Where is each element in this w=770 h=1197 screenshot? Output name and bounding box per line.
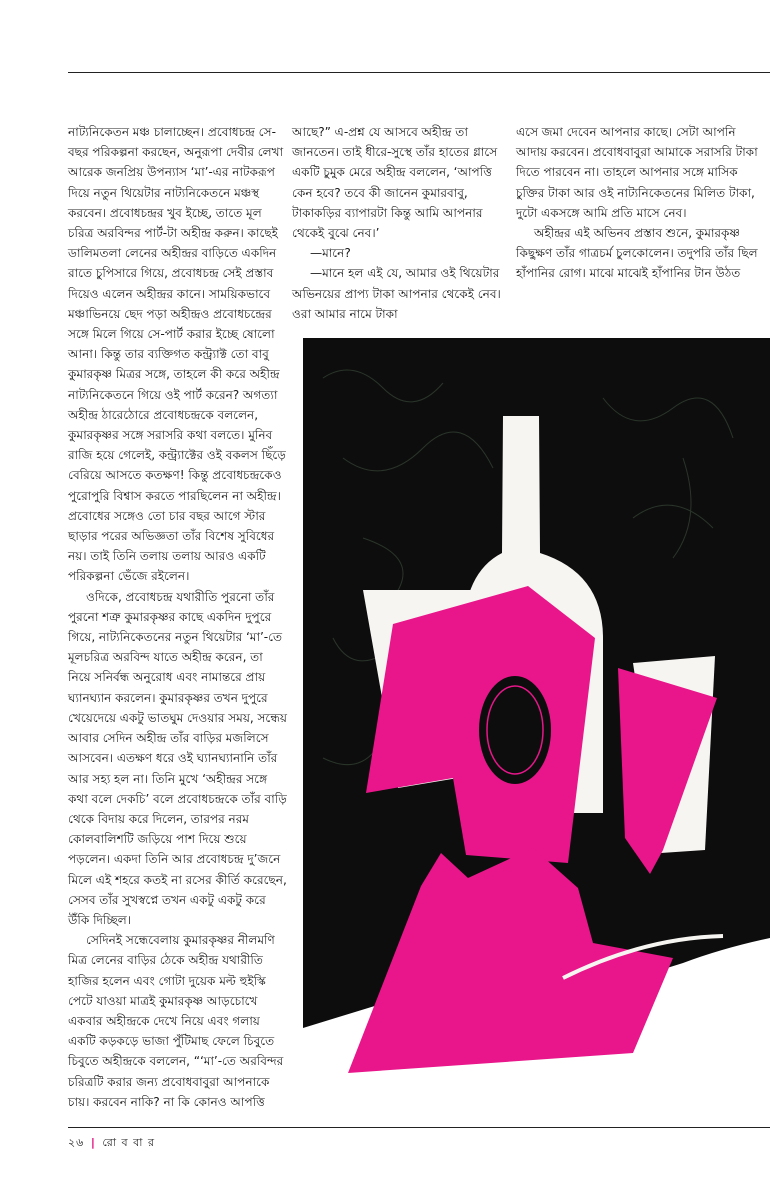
illustration-black-oval [479,676,551,784]
paragraph: এসে জমা দেবেন আপনার কাছে। সেটা আপনি আদায় করবেন। প্রবোধবাবুরা আমাকে সরাসরি টাকা দিতে পারবেন না। তাহলে আপনার সঙ্গে মাসিক চুক্তির টাকা আর ওই নাট্যনিকেতনের মিলিত টাকা, দুটো একসঙ্গে আমি প্রতি মাসে নেব। [516,125,758,220]
paragraph: —মানে? [310,246,351,261]
text-column-3 [516,122,761,284]
page-number: ২৬ [68,1136,85,1149]
page-footer [68,1134,155,1153]
paragraph: —মানে হল এই যে, আমার ওই থিয়েটার অভিনয়ের প্রাপ্য টাকা আপনার থেকেই নেব। ওরা আমার নামে টাকা [292,266,501,321]
section-name: রো ব বা র [102,1136,156,1149]
paragraph: অহীন্দ্রর এই অভিনব প্রস্তাব শুনে, কুমারকৃষ্ণ কিছুক্ষণ তাঁর গাত্রচর্ম চুলকোলেন। তদুপরি তাঁর ছিল হাঁপানির রোগ। মাঝে মাঝেই হাঁপানির টান উঠত [516,226,758,281]
top-rule [68,72,770,73]
paragraph: আছে?” এ-প্রশ্ন যে আসবে অহীন্দ্র তা জানতেন। তাই ধীরে-সুস্থে তাঁর হাতের গ্লাসে একটি চুমুক মেরে অহীন্দ্র বললেন, ‘আপত্তি কেন হবে? তবে কী জানেন কুমারবাবু, টাকাকড়ির ব্যাপারটা কিন্তু আমি আপনার থেকেই বুঝে নেব।’ [292,125,498,241]
text-column-2 [292,122,502,324]
paragraph: ওদিকে, প্রবোধচন্দ্র যথারীতি পুরনো তাঁর পুরনো শত্রু কুমারকৃষ্ণর কাছে একদিন দুপুরে গিয়ে, নাট্যনিকেতনের নতুন থিয়েটার ‘মা’-তে মূলচরিত্র অরবিন্দ যাতে অহীন্দ্র করেন, তা নিয়ে সনির্বন্ধ অনুরোধ এবং নামান্তরে প্রায় ঘ্যানঘ্যান করলেন। কুমারকৃষ্ণর তখন দুপুরে খেয়েদেয়ে একটু ভাতঘুম দেওয়ার সময়, সন্ধেয় আবার সেদিন অহীন্দ্র তাঁর বাড়ির মজলিসে আসবেন। এতক্ষণ ধরে ওই ঘ্যানঘ্যানানি তাঁর আর সহ্য হল না। তিনি মুখে ‘অহীন্দ্রর সঙ্গে কথা বলে দেকচি’ বলে প্রবোধচন্দ্রকে তাঁর বাড়ি থেকে বিদায় করে দিলেন, তারপর নরম কোলবালিশটি জড়িয়ে পাশ দিয়ে শুয়ে পড়লেন। একদা তিনি আর প্রবোধচন্দ্র দু’জনে মিলে এই শহরে কতই না রসের কীর্তি করেছেন, সেসব তাঁর সুখস্বপ্নে তখন একটু একটু করে উঁকি দিচ্ছিল। [68,589,287,927]
text-column-1 [68,122,288,1112]
bottom-rule [68,1127,770,1128]
illustration-bottle-and-glasses [303,338,770,1098]
footer-separator: | [90,1136,96,1149]
paragraph: নাট্যনিকেতন মঞ্চ চালাচ্ছেন। প্রবোধচন্দ্র সে-বছর পরিকল্পনা করছেন, অনুরূপা দেবীর লেখা আরেক জনপ্রিয় উপন্যাস ‘মা’-এর নাটকরূপ দিয়ে নতুন থিয়েটার নাট্যনিকেতনে মঞ্চস্থ করবেন। প্রবোধচন্দ্রর খুব ইচ্ছে, তাতে মূল চরিত্র অরবিন্দর পার্ট-টা অহীন্দ্র করুন। কাছেই ডালিমতলা লেনের অহীন্দ্রর বাড়িতে একদিন রাতে চুপিসারে গিয়ে, প্রবোধচন্দ্র সেই প্রস্তাব দিয়েও এলেন অহীন্দ্রর কানে। সাময়িকভাবে মঞ্চাভিনয়ে ছেদ পড়া অহীন্দ্রও প্রবোধচন্দ্রের সঙ্গে মিলে গিয়ে সে-পার্ট করার ইচ্ছে ষোলো আনা। কিন্তু তার ব্যক্তিগত কন্ট্র্যাক্ট তো বাবু কুমারকৃষ্ণ মিত্রর সঙ্গে, তাহলে কী করে অহীন্দ্র নাট্যনিকেতনে গিয়ে ওই পার্ট করেন? অগত্যা অহীন্দ্র ঠারেঠোরে প্রবোধচন্দ্রকে বললেন, কুমারকৃষ্ণর সঙ্গে সরাসরি কথা বলতে। মুনিব রাজি হয়ে গেলেই, কন্ট্র্যাক্টের ওই বকলস ছিঁড়ে বেরিয়ে আসতে কতক্ষণ! কিন্তু প্রবোধচন্দ্রকেও পুরোপুরি বিশ্বাস করতে পারছিলেন না অহীন্দ্র। প্রবোধের সঙ্গেও তো চার বছর আগে স্টার ছাড়ার পরের অভিজ্ঞতা তাঁর বিশেষ সুবিধের নয়। তাই তিনি তলায় তলায় আরও একটি পরিকল্পনা ভেঁজে রইলেন। [68,125,286,584]
paragraph: সেদিনই সন্ধেবেলায় কুমারকৃষ্ণর নীলমণি মিত্র লেনের বাড়ির ঠেকে অহীন্দ্র যথারীতি হাজির হলেন এবং গোটা দুয়েক মল্ট হুইস্কি পেটে যাওয়া মাত্রই কুমারকৃষ্ণ আড়চোখে একবার অহীন্দ্রকে দেখে নিয়ে এবং গলায় একটি কড়কড়ে ভাজা পুঁটিমাছ ফেলে চিবুতে চিবুতে অহীন্দ্রকে বললেন, “‘মা’-তে অরবিন্দর চরিত্রটি করার জন্য প্রবোধবাবুরা আপনাকে চায়। করবেন নাকি? না কি কোনও আপত্তি [68,933,284,1109]
